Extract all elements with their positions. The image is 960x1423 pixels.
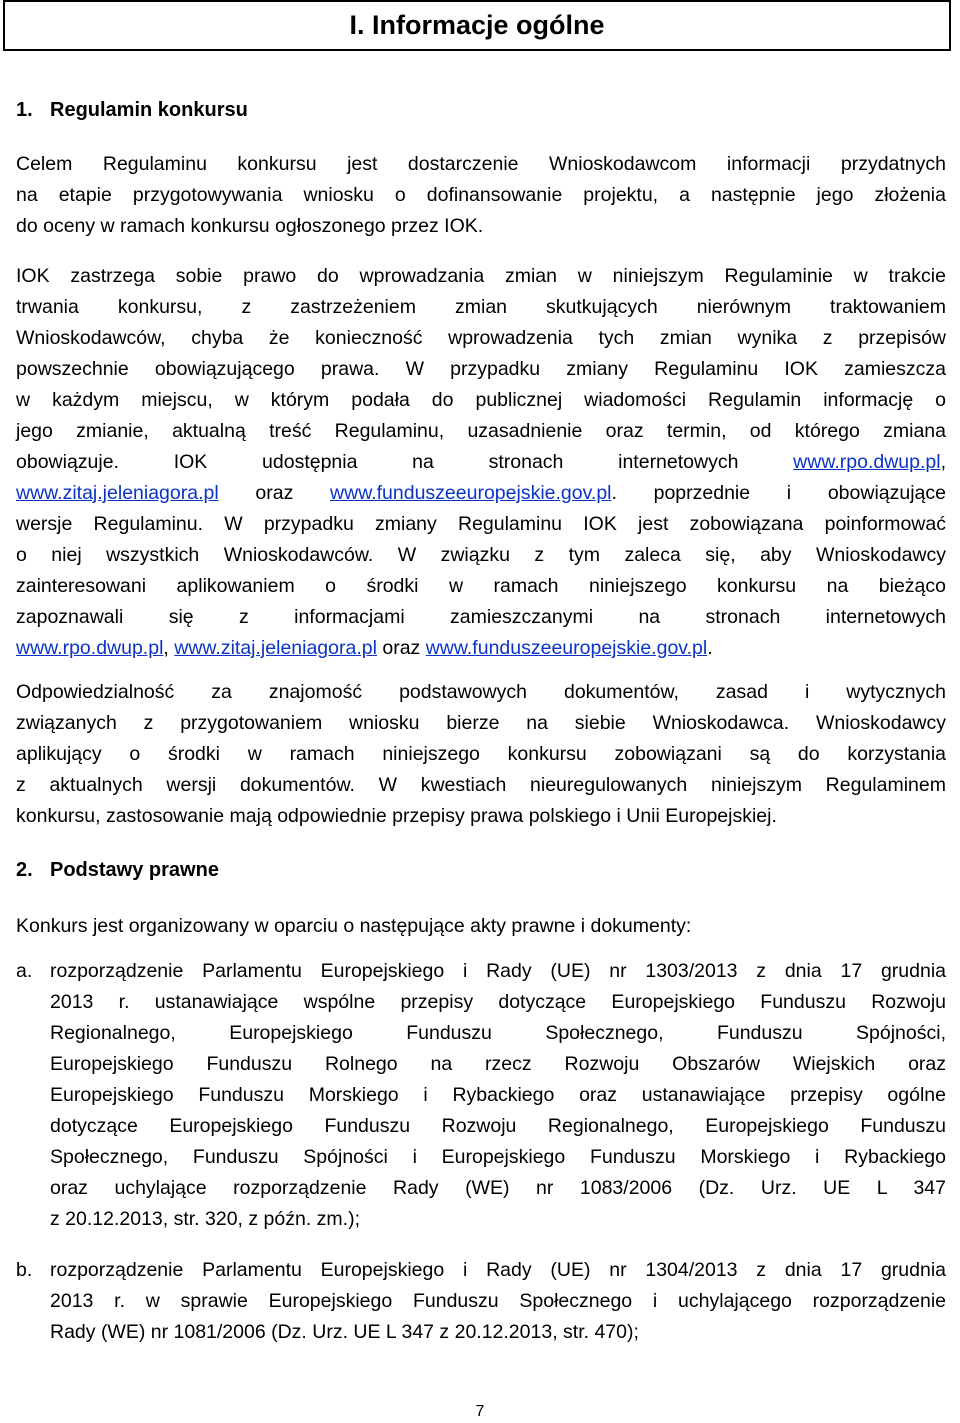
section-number: 1. — [16, 99, 33, 121]
text-segment: , — [163, 637, 175, 659]
text-line — [16, 633, 946, 664]
text-line: IOK zastrzega sobie prawo do wprowadzania zmian w niniejszym Regulaminie w trakcie — [16, 265, 946, 287]
text-segment: oraz — [218, 482, 331, 504]
text-line: Europejskiego Funduszu Morskiego i Rybackiego oraz ustanawiające przepisy ogólne — [50, 1084, 946, 1106]
text-line: Odpowiedzialność za znajomość podstawowych dokumentów, zasad i wytycznych — [16, 681, 946, 703]
text-segment: oraz — [376, 637, 426, 659]
text-segment: obowiązuje. IOK udostępnia na stronach internetowych — [16, 451, 739, 473]
text-line: 2013 r. w sprawie Europejskiego Funduszu Społecznego i uchylającego rozporządzenie — [50, 1290, 946, 1312]
link-zitaj[interactable]: www.zitaj.jeleniagora.pl — [174, 637, 377, 659]
paragraph-changes — [16, 261, 946, 664]
text-line: związanych z przygotowaniem wniosku bierze na siebie Wnioskodawca. Wnioskodawcy — [16, 712, 946, 734]
text-line: oraz uchylające rozporządzenie Rady (WE) nr 1083/2006 (Dz. Urz. UE L 347 — [50, 1177, 946, 1199]
text-segment: , — [940, 451, 946, 473]
list-item-a — [16, 956, 946, 1235]
text-line: powszechnie obowiązującego prawa. W przypadku zmiany Regulaminu IOK zamieszcza — [16, 358, 946, 380]
list-item-body — [50, 956, 946, 1235]
paragraph-responsibility — [16, 677, 946, 832]
text-line: Społecznego, Funduszu Spójności i Europejskiego Funduszu Morskiego i Rybackiego — [50, 1146, 946, 1168]
text-line: jego zmianie, aktualną treść Regulaminu, uzasadnienie oraz termin, od którego zmiana — [16, 420, 946, 442]
text-line: trwania konkursu, z zastrzeżeniem zmian skutkujących nierównym traktowaniem — [16, 296, 946, 318]
link-fundusze[interactable]: www.funduszeeuropejskie.gov.pl — [425, 637, 708, 659]
text-line: z 20.12.2013, str. 320, z późn. zm.); — [50, 1208, 361, 1230]
text-line: zainteresowani aplikowaniem o środki w ramach niniejszego konkursu na bieżąco — [16, 575, 946, 597]
text-line: Regionalnego, Europejskiego Funduszu Społecznego, Funduszu Spójności, — [50, 1022, 946, 1044]
text-line: w każdym miejscu, w którym podała do publicznej wiadomości Regulamin informację o — [16, 389, 946, 411]
list-marker: a. — [16, 960, 33, 982]
text-line: Wnioskodawców, chyba że konieczność wprowadzenia tych zmian wynika z przepisów — [16, 327, 946, 349]
chapter-title: I. Informacje ogólne — [349, 10, 605, 40]
text-line: 2013 r. ustanawiające wspólne przepisy dotyczące Europejskiego Funduszu Rozwoju — [50, 991, 946, 1013]
link-zitaj[interactable]: www.zitaj.jeleniagora.pl — [16, 482, 219, 504]
text-line: wersje Regulaminu. W przypadku zmiany Regulaminu IOK jest zobowiązana poinformować — [16, 513, 946, 535]
section-title: Regulamin konkursu — [50, 99, 248, 121]
text-segment: . poprzednie i obowiązujące — [611, 482, 946, 504]
section-heading-1 — [16, 98, 248, 122]
list-item-body — [50, 1255, 946, 1348]
text-line: z aktualnych wersji dokumentów. W kwestiach nieuregulowanych niniejszym Regulaminem — [16, 774, 946, 796]
text-line: Europejskiego Funduszu Rolnego na rzecz Rozwoju Obszarów Wiejskich oraz — [50, 1053, 946, 1075]
paragraph-purpose — [16, 149, 946, 242]
text-line: konkursu, zastosowanie mają odpowiednie przepisy prawa polskiego i Unii Europejskiej. — [16, 805, 777, 827]
text-line — [16, 478, 946, 509]
text-line: Rady (WE) nr 1081/2006 (Dz. Urz. UE L 347 z 20.12.2013, str. 470); — [50, 1321, 639, 1343]
link-rpo[interactable]: www.rpo.dwup.pl — [16, 637, 164, 659]
section-number: 2. — [16, 859, 33, 881]
text-line: dotyczące Europejskiego Funduszu Rozwoju Regionalnego, Europejskiego Funduszu — [50, 1115, 946, 1137]
section-heading-2 — [16, 858, 219, 882]
link-fundusze[interactable]: www.funduszeeuropejskie.gov.pl — [330, 482, 612, 504]
text-line: o niej wszystkich Wnioskodawców. W związku z tym zaleca się, aby Wnioskodawcy — [16, 544, 946, 566]
text-segment: . — [707, 637, 713, 659]
list-item-b — [16, 1255, 946, 1348]
text-line: rozporządzenie Parlamentu Europejskiego i Rady (UE) nr 1303/2013 z dnia 17 grudnia — [50, 960, 946, 982]
link-rpo[interactable]: www.rpo.dwup.pl — [793, 451, 941, 473]
text-line: na etapie przygotowywania wniosku o dofinansowanie projektu, a następnie jego złożenia — [16, 184, 946, 206]
text-line: do oceny w ramach konkursu ogłoszonego przez IOK. — [16, 215, 484, 237]
section-title: Podstawy prawne — [50, 859, 219, 881]
legal-basis-intro: Konkurs jest organizowany w oparciu o następujące akty prawne i dokumenty: — [16, 915, 692, 937]
list-marker: b. — [16, 1259, 33, 1281]
text-line: zapoznawali się z informacjami zamieszczanymi na stronach internetowych — [16, 606, 946, 628]
page-number: 7 — [475, 1403, 485, 1420]
text-line: rozporządzenie Parlamentu Europejskiego i Rady (UE) nr 1304/2013 z dnia 17 grudnia — [50, 1259, 946, 1281]
chapter-title-box — [3, 0, 951, 51]
text-line: Celem Regulaminu konkursu jest dostarczenie Wnioskodawcom informacji przydatnych — [16, 153, 946, 175]
text-line: aplikujący o środki w ramach niniejszego konkursu zobowiązani są do korzystania — [16, 743, 946, 765]
text-line — [16, 447, 946, 478]
